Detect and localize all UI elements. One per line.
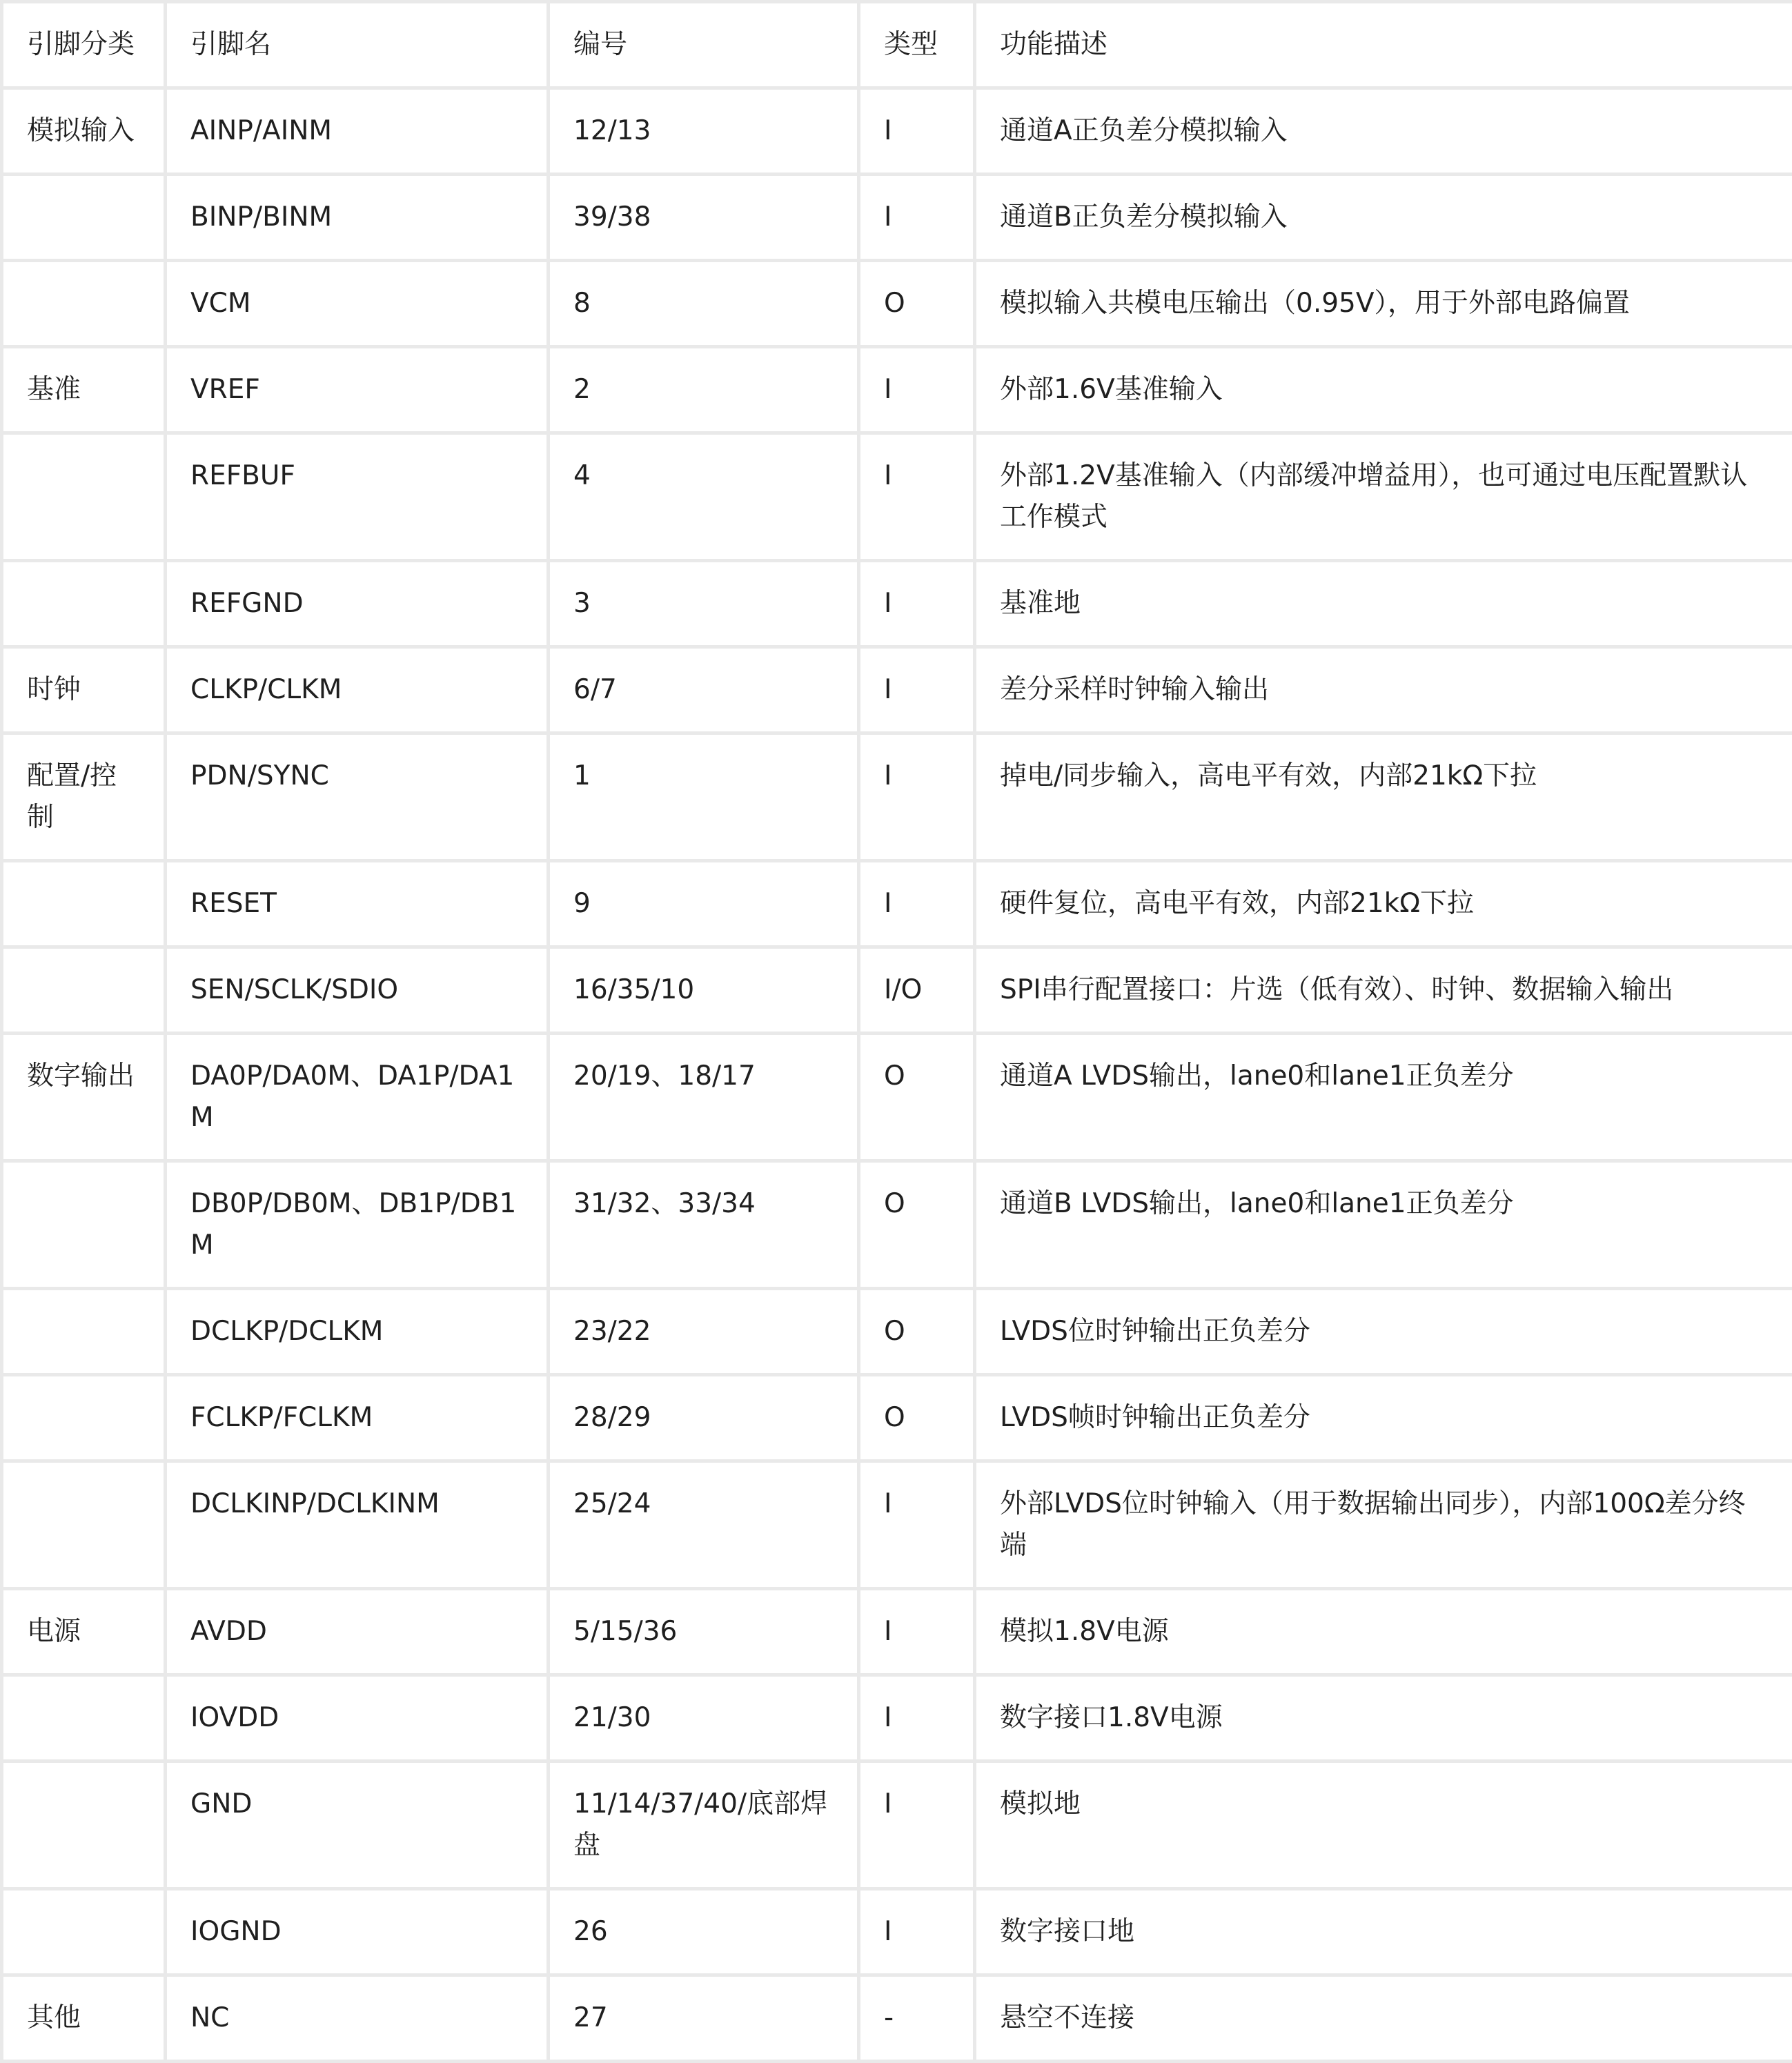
cell-category: 模拟输入 [2,88,166,175]
cell-category [2,561,166,647]
cell-type: O [859,261,975,347]
cell-category [2,261,166,347]
table-row [2,175,1792,261]
cell-description: 通道B正负差分模拟输入 [975,175,1792,261]
table-row [2,1975,1792,2062]
table-row [2,261,1792,347]
cell-type: I [859,1675,975,1761]
cell-pin-name: AVDD [166,1589,549,1675]
cell-pin-number: 21/30 [549,1675,859,1761]
cell-description: 模拟1.8V电源 [975,1589,1792,1675]
cell-category [2,861,166,947]
table-row [2,1161,1792,1289]
cell-type: O [859,1161,975,1289]
table-row [2,347,1792,433]
cell-pin-number: 28/29 [549,1375,859,1461]
cell-pin-name: BINP/BINM [166,175,549,261]
cell-type: I [859,1761,975,1889]
cell-pin-name: VREF [166,347,549,433]
cell-type: I [859,1461,975,1589]
cell-description: LVDS位时钟输出正负差分 [975,1289,1792,1375]
table-row [2,733,1792,861]
cell-category: 数字输出 [2,1034,166,1161]
table-row [2,1675,1792,1761]
cell-category: 配置/控制 [2,733,166,861]
cell-description: LVDS帧时钟输出正负差分 [975,1375,1792,1461]
cell-type: I [859,1589,975,1675]
table-row [2,1289,1792,1375]
cell-pin-name: IOGND [166,1889,549,1975]
cell-description: 基准地 [975,561,1792,647]
cell-pin-name: REFBUF [166,433,549,561]
cell-description: 掉电/同步输入，高电平有效，内部21kΩ下拉 [975,733,1792,861]
cell-description: 模拟输入共模电压输出（0.95V），用于外部电路偏置 [975,261,1792,347]
cell-pin-number: 16/35/10 [549,947,859,1034]
cell-pin-name: DCLKINP/DCLKINM [166,1461,549,1589]
cell-pin-number: 1 [549,733,859,861]
cell-pin-number: 39/38 [549,175,859,261]
table-row [2,1375,1792,1461]
cell-type: I [859,1889,975,1975]
cell-category [2,433,166,561]
cell-pin-number: 3 [549,561,859,647]
cell-pin-name: REFGND [166,561,549,647]
cell-description: 外部LVDS位时钟输入（用于数据输出同步），内部100Ω差分终端 [975,1461,1792,1589]
table-row [2,561,1792,647]
cell-description: 通道A正负差分模拟输入 [975,88,1792,175]
cell-category [2,175,166,261]
cell-pin-name: RESET [166,861,549,947]
cell-pin-name: CLKP/CLKM [166,647,549,733]
cell-category [2,1161,166,1289]
table-row [2,947,1792,1034]
cell-type: I [859,347,975,433]
cell-category [2,1375,166,1461]
cell-category: 时钟 [2,647,166,733]
cell-pin-name: VCM [166,261,549,347]
cell-pin-number: 2 [549,347,859,433]
cell-pin-number: 6/7 [549,647,859,733]
cell-pin-number: 23/22 [549,1289,859,1375]
table-row [2,1461,1792,1589]
cell-description: 数字接口1.8V电源 [975,1675,1792,1761]
header-description: 功能描述 [975,2,1792,88]
cell-pin-name: IOVDD [166,1675,549,1761]
cell-category: 电源 [2,1589,166,1675]
table-row [2,1761,1792,1889]
cell-type: I [859,861,975,947]
cell-pin-name: DB0P/DB0M、DB1P/DB1M [166,1161,549,1289]
cell-pin-number: 31/32、33/34 [549,1161,859,1289]
cell-pin-number: 5/15/36 [549,1589,859,1675]
table-row [2,1034,1792,1161]
cell-category [2,1289,166,1375]
header-type: 类型 [859,2,975,88]
cell-type: O [859,1289,975,1375]
header-pin-name: 引脚名 [166,2,549,88]
cell-pin-name: SEN/SCLK/SDIO [166,947,549,1034]
cell-type: I [859,561,975,647]
cell-description: SPI串行配置接口：片选（低有效）、时钟、数据输入输出 [975,947,1792,1034]
table-row [2,647,1792,733]
cell-pin-name: FCLKP/FCLKM [166,1375,549,1461]
table-row [2,433,1792,561]
cell-description: 悬空不连接 [975,1975,1792,2062]
cell-type: I [859,433,975,561]
cell-type: - [859,1975,975,2062]
cell-category [2,1461,166,1589]
cell-pin-number: 26 [549,1889,859,1975]
cell-type: I [859,88,975,175]
cell-pin-name: DCLKP/DCLKM [166,1289,549,1375]
cell-pin-name: GND [166,1761,549,1889]
cell-pin-number: 11/14/37/40/底部焊盘 [549,1761,859,1889]
table-row [2,1589,1792,1675]
cell-description: 通道A LVDS输出，lane0和lane1正负差分 [975,1034,1792,1161]
cell-description: 通道B LVDS输出，lane0和lane1正负差分 [975,1161,1792,1289]
table-row [2,1889,1792,1975]
cell-pin-name: PDN/SYNC [166,733,549,861]
cell-description: 差分采样时钟输入输出 [975,647,1792,733]
cell-pin-name: AINP/AINM [166,88,549,175]
cell-type: I [859,647,975,733]
cell-description: 硬件复位，高电平有效，内部21kΩ下拉 [975,861,1792,947]
cell-type: I/O [859,947,975,1034]
cell-type: O [859,1375,975,1461]
cell-pin-name: DA0P/DA0M、DA1P/DA1M [166,1034,549,1161]
table-body [2,88,1792,2062]
cell-pin-name: NC [166,1975,549,2062]
cell-type: O [859,1034,975,1161]
cell-description: 外部1.2V基准输入（内部缓冲增益用），也可通过电压配置默认工作模式 [975,433,1792,561]
cell-category [2,1675,166,1761]
cell-category [2,1761,166,1889]
cell-pin-number: 12/13 [549,88,859,175]
table-row [2,861,1792,947]
cell-category [2,947,166,1034]
cell-type: I [859,175,975,261]
cell-pin-number: 27 [549,1975,859,2062]
cell-pin-number: 4 [549,433,859,561]
table-row [2,88,1792,175]
cell-pin-number: 8 [549,261,859,347]
cell-description: 模拟地 [975,1761,1792,1889]
header-category: 引脚分类 [2,2,166,88]
cell-pin-number: 9 [549,861,859,947]
cell-description: 数字接口地 [975,1889,1792,1975]
cell-category: 基准 [2,347,166,433]
table-header-row [2,2,1792,88]
cell-type: I [859,733,975,861]
cell-pin-number: 25/24 [549,1461,859,1589]
cell-category [2,1889,166,1975]
header-pin-number: 编号 [549,2,859,88]
cell-pin-number: 20/19、18/17 [549,1034,859,1161]
cell-category: 其他 [2,1975,166,2062]
cell-description: 外部1.6V基准输入 [975,347,1792,433]
